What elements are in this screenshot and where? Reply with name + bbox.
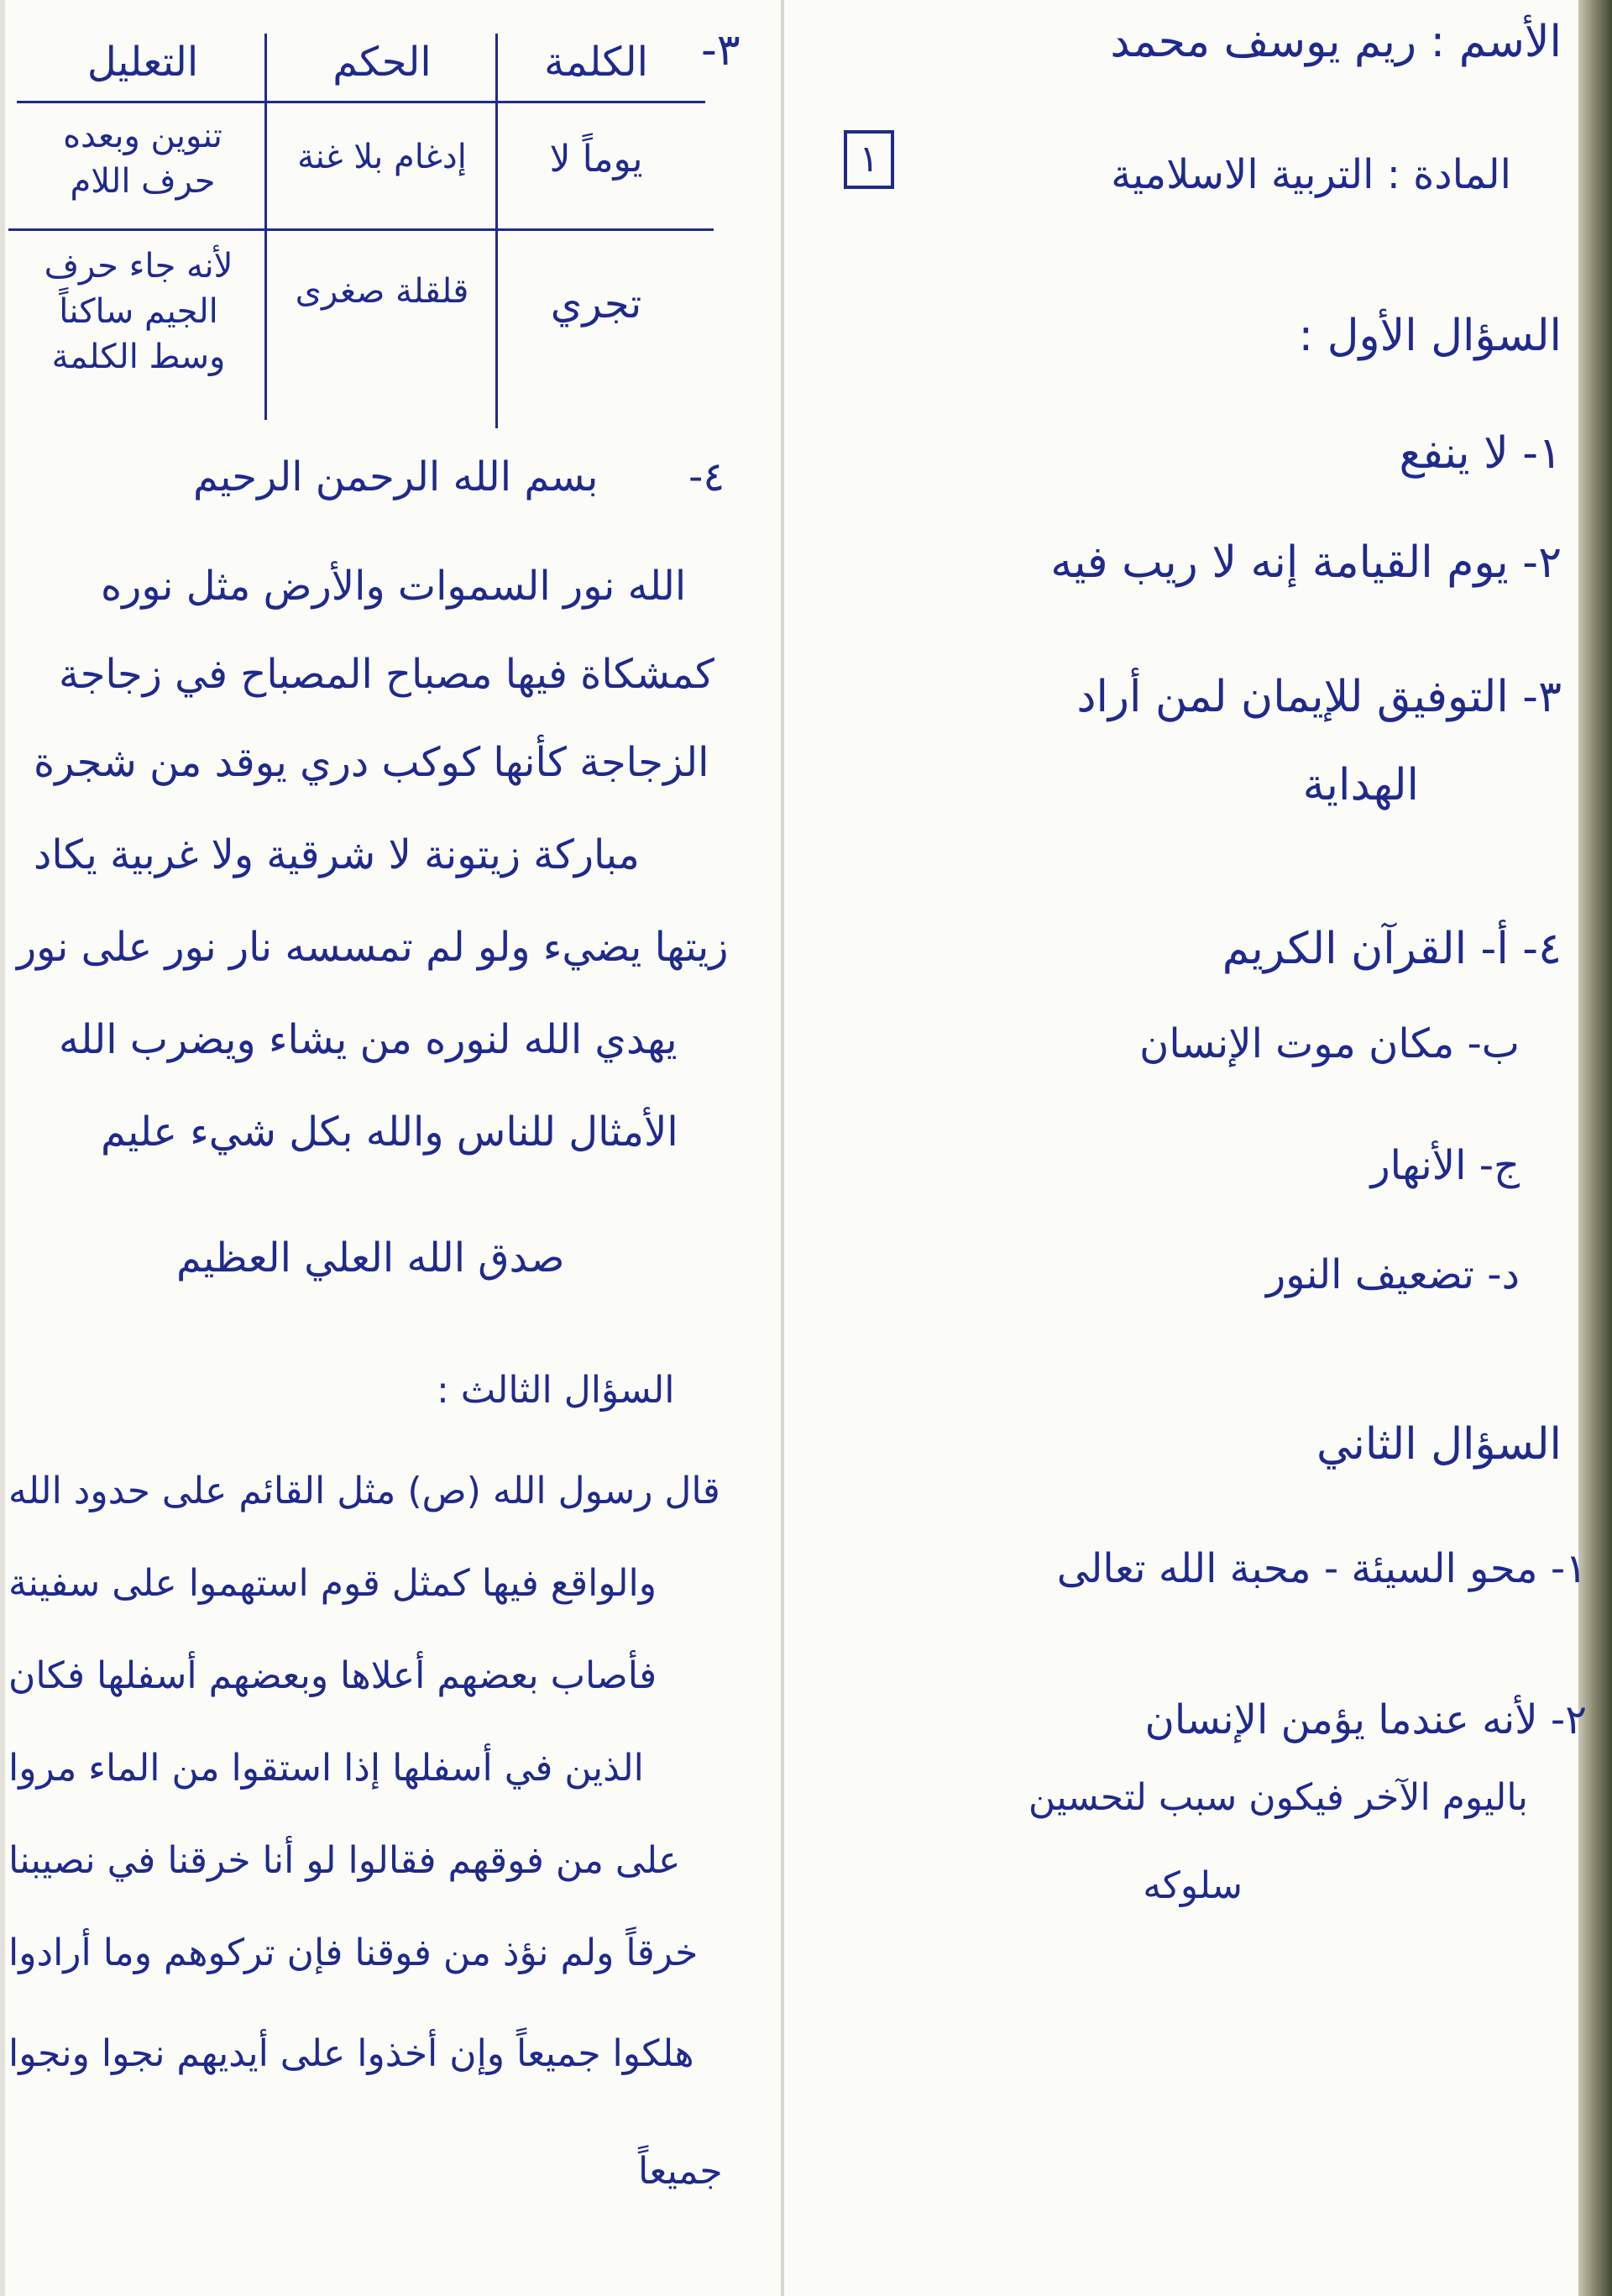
q1-item-4b: ب- مكان موت الإنسان [1139, 1020, 1520, 1067]
question-1-title: السؤال الأول : [1298, 311, 1562, 361]
verse-closing: صدق الله العلي العظيم [176, 1234, 565, 1282]
q1-item-4d: د- تضعيف النور [1266, 1251, 1520, 1298]
hadith-line-4: الذين في أسفلها إذا استقوا من الماء مروا [8, 1747, 644, 1790]
verse-line-4: مباركة زيتونة لا شرقية ولا غربية يكاد [34, 831, 640, 878]
question-4-label: ٤- [688, 453, 725, 501]
student-name-line: الأسم : ريم يوسف محمد [1110, 17, 1562, 67]
table-question-number: ٣- [701, 25, 741, 76]
subject-line: المادة : التربية الاسلامية [1111, 151, 1511, 198]
q1-item-4a: ٤- أ- القرآن الكريم [1222, 924, 1562, 974]
table-cell-ruling-2: قلقلة صغرى [295, 272, 469, 311]
q1-item-3-cont: الهداية [1302, 760, 1419, 810]
verse-line-1: الله نور السموات والأرض مثل نوره [101, 563, 687, 610]
verse-line-2: كمشكاة فيها مصباح المصباح في زجاجة [59, 651, 714, 698]
verse-line-5: زيتها يضيء ولو لم تمسسه نار نور على نور [17, 924, 729, 971]
table-cell-word-1: يوماً لا [549, 138, 643, 181]
table-cell-word-2: تجري [550, 280, 642, 328]
hadith-line-8: جميعاً [638, 2150, 723, 2193]
table-divider-2 [264, 34, 267, 420]
page-center-divider [781, 0, 784, 2296]
paper-left-edge [0, 0, 5, 2296]
q1-item-4c: ج- الأنهار [1370, 1142, 1520, 1189]
q1-item-3: ٣- التوفيق للإيمان لمن أراد [1076, 672, 1562, 722]
hadith-line-3: فأصاب بعضهم أعلاها وبعضهم أسفلها فكان [8, 1654, 657, 1697]
table-header-reason: التعليل [86, 39, 199, 86]
verse-line-7: الأمثال للناس والله بكل شيء عليم [101, 1109, 678, 1156]
table-cell-reason-1: تنوين وبعده حرف اللام [63, 117, 222, 201]
page-number-box: ١ [844, 130, 894, 189]
background-edge-right [1578, 0, 1612, 2296]
basmala: بسم الله الرحمن الرحيم [193, 453, 599, 501]
hadith-line-7: هلكوا جميعاً وإن أخذوا على أيديهم نجوا ونجوا [8, 2032, 694, 2075]
table-header-rule [17, 101, 705, 103]
q2-item-2-cont: باليوم الآخر فيكون سبب لتحسين [1028, 1776, 1528, 1819]
table-cell-ruling-1: إدغام بلا غنة [297, 138, 467, 176]
table-row-rule [8, 228, 714, 231]
hadith-line-6: خرقاً ولم نؤذ من فوقنا فإن تركوهم وما أرادوا [8, 1932, 699, 1974]
question-3-title: السؤال الثالث : [437, 1369, 675, 1412]
verse-line-3: الزجاجة كأنها كوكب دري يوقد من شجرة [34, 739, 709, 786]
q2-item-2: ٢- لأنه عندما يؤمن الإنسان [1144, 1696, 1587, 1743]
verse-line-6: يهدي الله لنوره من يشاء ويضرب الله [59, 1016, 678, 1063]
question-2-title: السؤال الثاني [1316, 1419, 1562, 1470]
table-divider-1 [495, 34, 498, 428]
table-header-ruling: الحكم [332, 39, 432, 86]
table-cell-reason-2: لأنه جاء حرف الجيم ساكناً وسط الكلمة [44, 247, 233, 376]
q1-item-2: ٢- يوم القيامة إنه لا ريب فيه [1050, 537, 1562, 588]
hadith-line-2: والواقع فيها كمثل قوم استهموا على سفينة [8, 1562, 657, 1605]
q1-item-1: ١- لا ينفع [1399, 428, 1562, 479]
hadith-line-5: على من فوقهم فقالوا لو أنا خرقنا في نصيبنا [8, 1839, 681, 1882]
table-header-word: الكلمة [544, 39, 648, 86]
q2-item-1: ١- محو السيئة - محبة الله تعالى [1056, 1545, 1587, 1592]
q2-item-2-cont2: سلوكه [1143, 1864, 1243, 1907]
hadith-line-1: قال رسول الله (ص) مثل القائم على حدود الله [8, 1470, 720, 1512]
